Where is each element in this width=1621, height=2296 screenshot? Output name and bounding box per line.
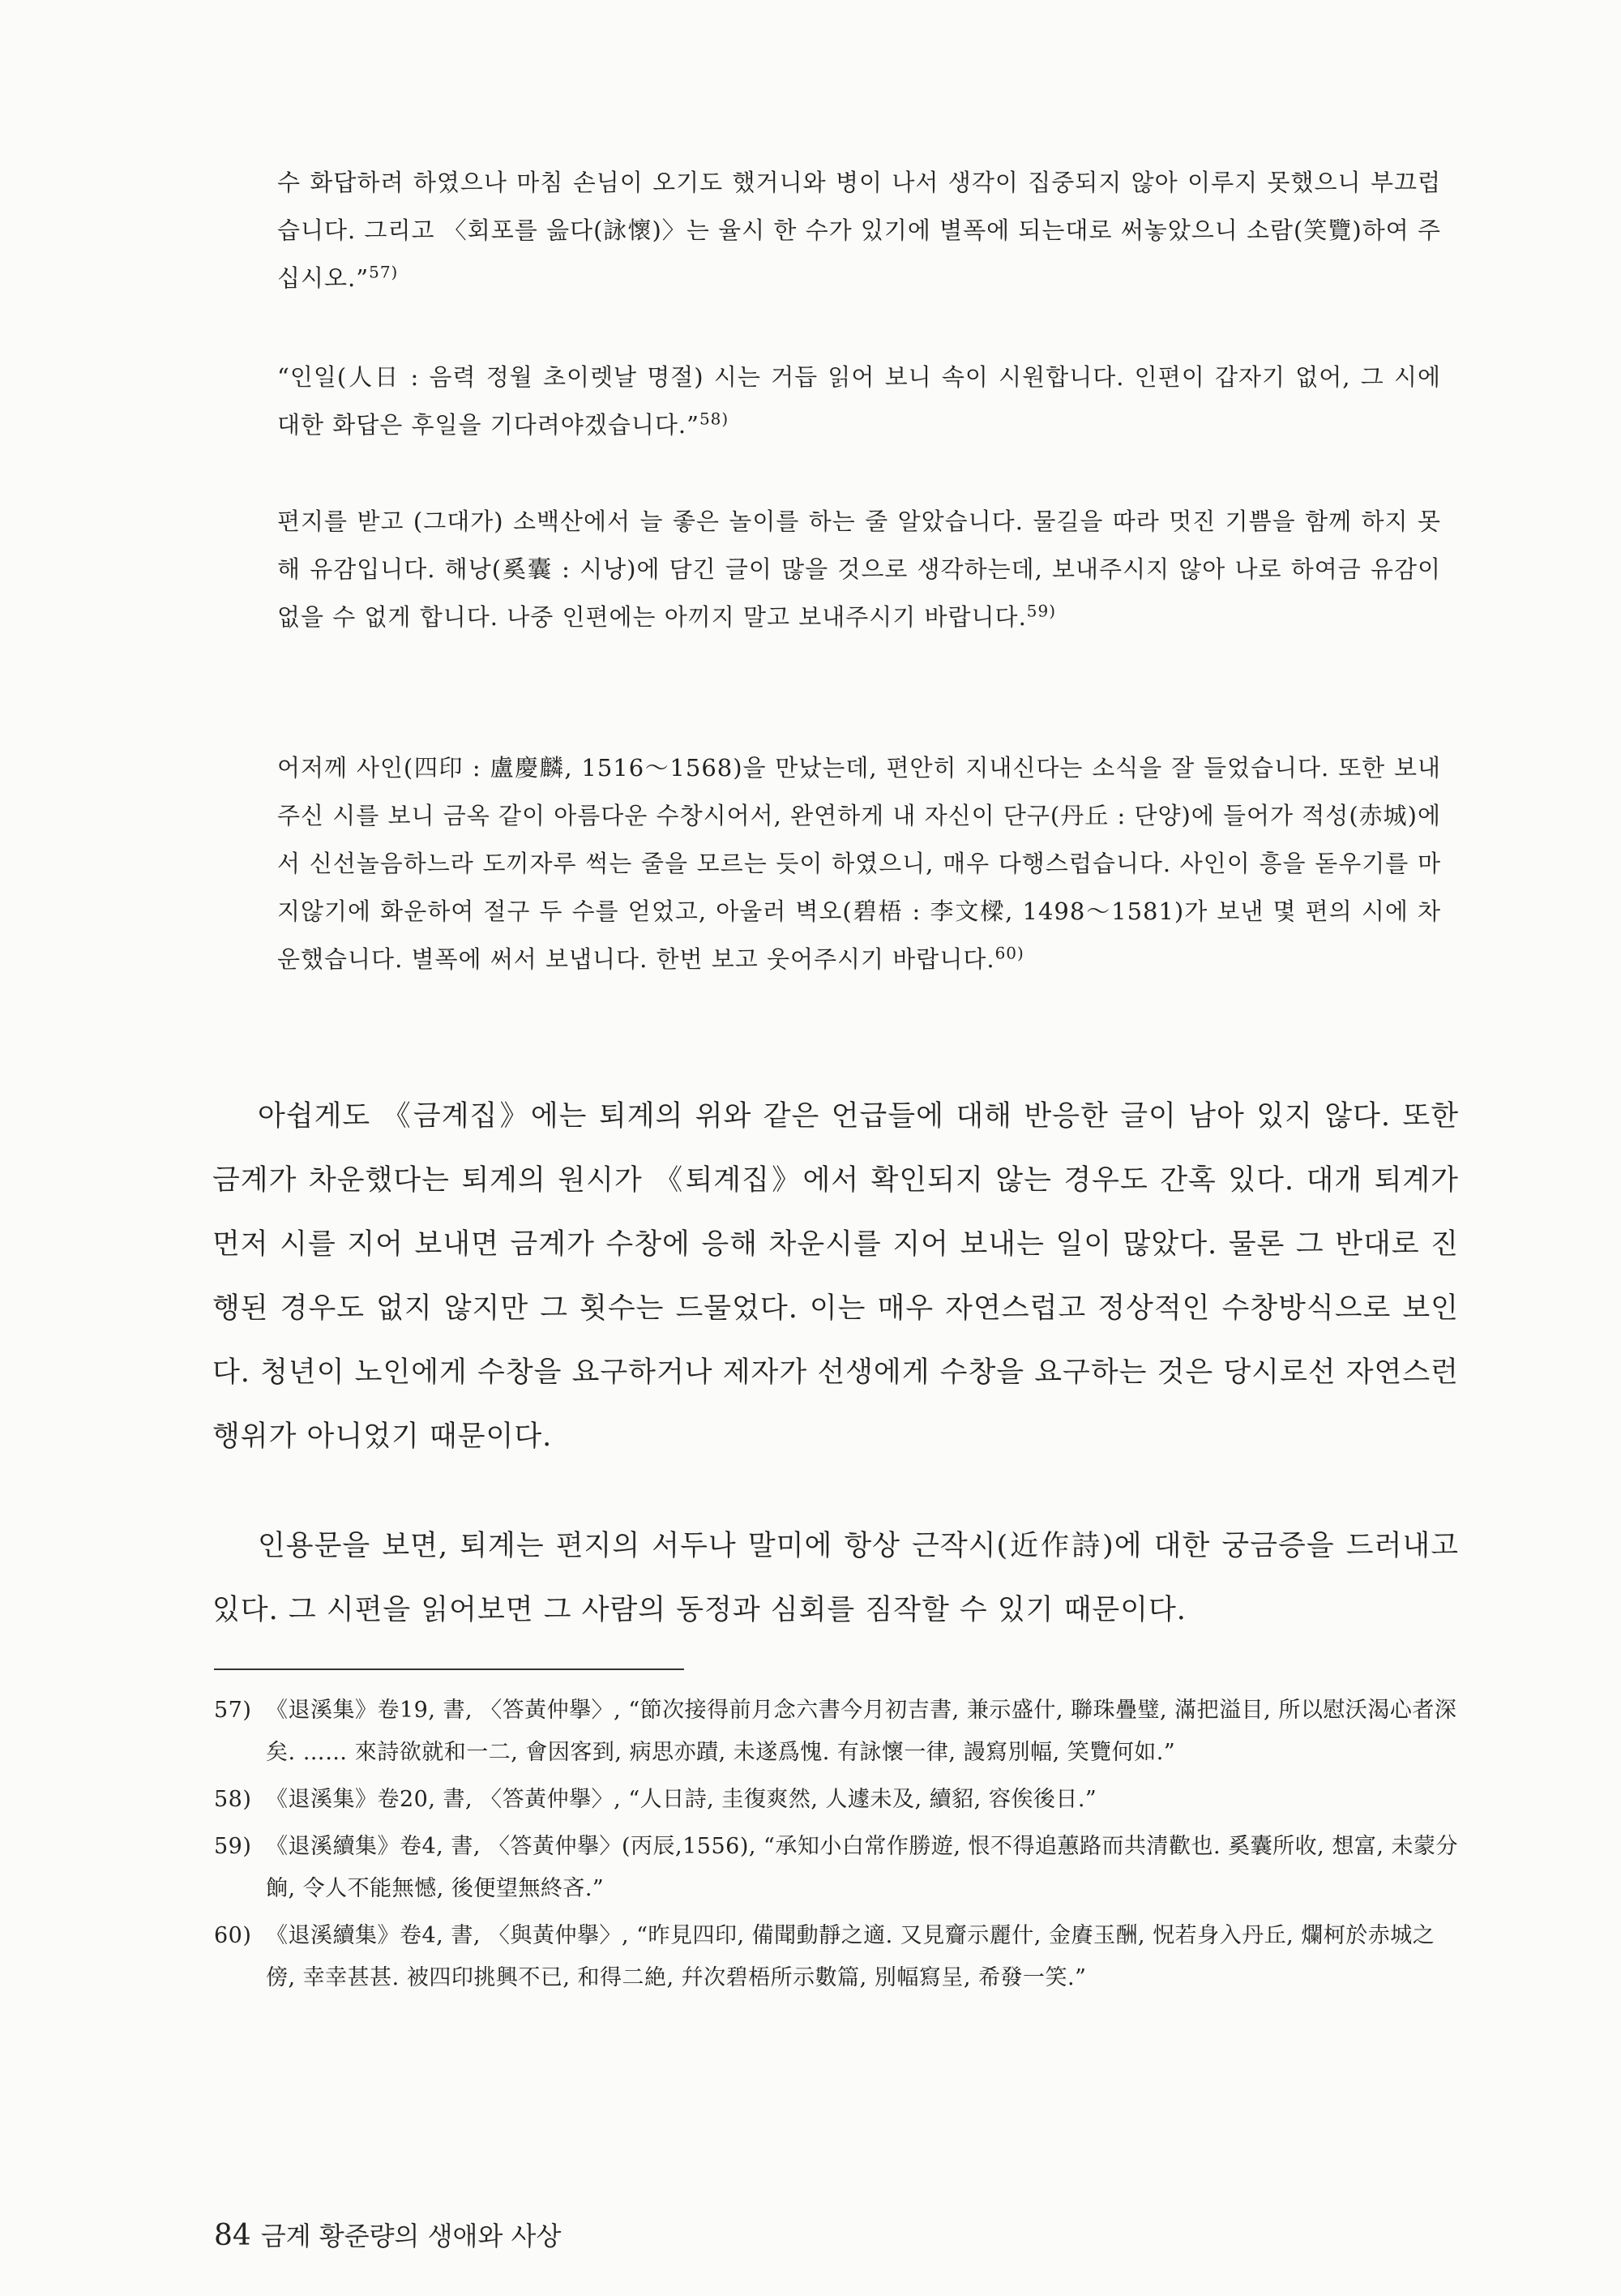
footnote-text: 《退溪集》卷20, 書, 〈答黃仲擧〉, “人日詩, 圭復爽然, 人遽未及, 續貂, 容俟後日.” (266, 1787, 1097, 1812)
quote-text: 어저께 사인(四印 : 盧慶麟, 1516～1568)을 만났는데, 편안히 지내신다는 소식을 잘 들었습니다. 또한 보내주신 시를 보니 금옥 같이 아름다운 수창시어서, 완연하게 내 자신이 단구(丹丘 : 단양)에 들어가 적성(赤城)에서 신선놀음하느라 도끼자루 썩는 줄을 모르는 듯이 하였으니, 매우 다행스럽습니다. 사인이 흥을 돋우기를 마지않기에 화운하여 절구 두 수를 얻었고, 아울러 벽오(碧梧 : 李文樑, 1498～1581)가 보낸 몇 편의 시에 차운했습니다. 별폭에 써서 보냅니다. 한번 보고 웃어주시기 바랍니다. (277, 754, 1441, 973)
footnote-separator (214, 1668, 684, 1670)
block-quote-59 (277, 498, 1441, 641)
footnote-text: 《退溪續集》卷4, 書, 〈答黃仲擧〉(丙辰,1556), “承知小白常作勝遊, 恨不得追蕙路而共清歡也. 奚囊所收, 想富, 未蒙分餉, 令人不能無憾, 後便望無終吝.” (266, 1834, 1458, 1901)
footnote-59 (214, 1826, 1459, 1910)
block-quote-58 (277, 353, 1441, 449)
footnote-ref-59: 59) (1026, 601, 1057, 621)
footnote-58 (214, 1779, 1459, 1821)
footnote-ref-60: 60) (994, 943, 1024, 963)
quote-text: 편지를 받고 (그대가) 소백산에서 늘 좋은 놀이를 하는 줄 알았습니다. 물길을 따라 멋진 기쁨을 함께 하지 못해 유감입니다. 해낭(奚囊 : 시낭)에 담긴 글이 많을 것으로 생각하는데, 보내주시지 않아 나로 하여금 유감이 없을 수 없게 합니다. 나중 인편에는 아끼지 말고 보내주시기 바랍니다. (277, 508, 1441, 631)
body-paragraph: 인용문을 보면, 퇴계는 편지의 서두나 말미에 항상 근작시(近作詩)에 대한 궁금증을 드러내고 있다. 그 시편을 읽어보면 그 사람의 동정과 심회를 짐작할 수 있기 때문이다. (212, 1530, 1459, 1626)
page-footer (214, 2220, 561, 2252)
footnote-text: 《退溪續集》卷4, 書, 〈與黃仲擧〉, “昨見四印, 備聞動靜之適. 又見齎示麗什, 金賡玉酬, 怳若身入丹丘, 爛柯於赤城之傍, 幸幸甚甚. 被四印挑興不已, 和得二絶, 幷次碧梧所示數篇, 別幅寫呈, 希發一笑.” (266, 1923, 1435, 1990)
footnote-number: 60) (214, 1923, 252, 1948)
footnote-number: 59) (214, 1834, 252, 1859)
running-title: 금계 황준량의 생애와 사상 (260, 2221, 562, 2251)
block-quote-57 (277, 159, 1441, 302)
quote-text: 수 화답하려 하였으나 마침 손님이 오기도 했거니와 병이 나서 생각이 집중되지 않아 이루지 못했으니 부끄럽습니다. 그리고 〈회포를 읊다(詠懷)〉는 율시 한 수가 있기에 별폭에 되는대로 써놓았으니 소람(笑覽)하여 주십시오.” (277, 169, 1441, 292)
page-number: 84 (214, 2219, 251, 2252)
block-quote-60 (277, 744, 1441, 983)
footnote-text: 《退溪集》卷19, 書, 〈答黃仲擧〉, “節次接得前月念六書今月初吉書, 兼示盛什, 聯珠疊璧, 滿把溢目, 所以慰沃渴心者深矣. …… 來詩欲就和一二, 會因客到, 病思亦蹟, 未遂爲愧. 有詠懷一律, 謾寫別幅, 笑覽何如.” (266, 1698, 1457, 1765)
quote-text: “인일(人日 : 음력 정월 초이렛날 명절) 시는 거듭 읽어 보니 속이 시원합니다. 인편이 갑자기 없어, 그 시에 대한 화답은 후일을 기다려야겠습니다.” (277, 363, 1441, 439)
footnote-number: 58) (214, 1787, 252, 1812)
footnote-number: 57) (214, 1698, 252, 1723)
footnotes (214, 1690, 1459, 2004)
footnote-ref-57: 57) (369, 262, 399, 282)
body-paragraph: 아쉽게도 《금계집》에는 퇴계의 위와 같은 언급들에 대해 반응한 글이 남아 있지 않다. 또한 금계가 차운했다는 퇴계의 원시가 《퇴계집》에서 확인되지 않는 경우도 간혹 있다. 대개 퇴계가 먼저 시를 지어 보내면 금계가 수창에 응해 차운시를 지어 보내는 일이 많았다. 물론 그 반대로 진행된 경우도 없지 않지만 그 횟수는 드물었다. 이는 매우 자연스럽고 정상적인 수창방식으로 보인다. 청년이 노인에게 수창을 요구하거나 제자가 선생에게 수창을 요구하는 것은 당시로선 자연스런 행위가 아니었기 때문이다. (212, 1100, 1460, 1453)
footnote-60 (214, 1915, 1459, 1999)
footnote-ref-58: 58) (699, 409, 729, 429)
footnote-57 (214, 1690, 1459, 1774)
